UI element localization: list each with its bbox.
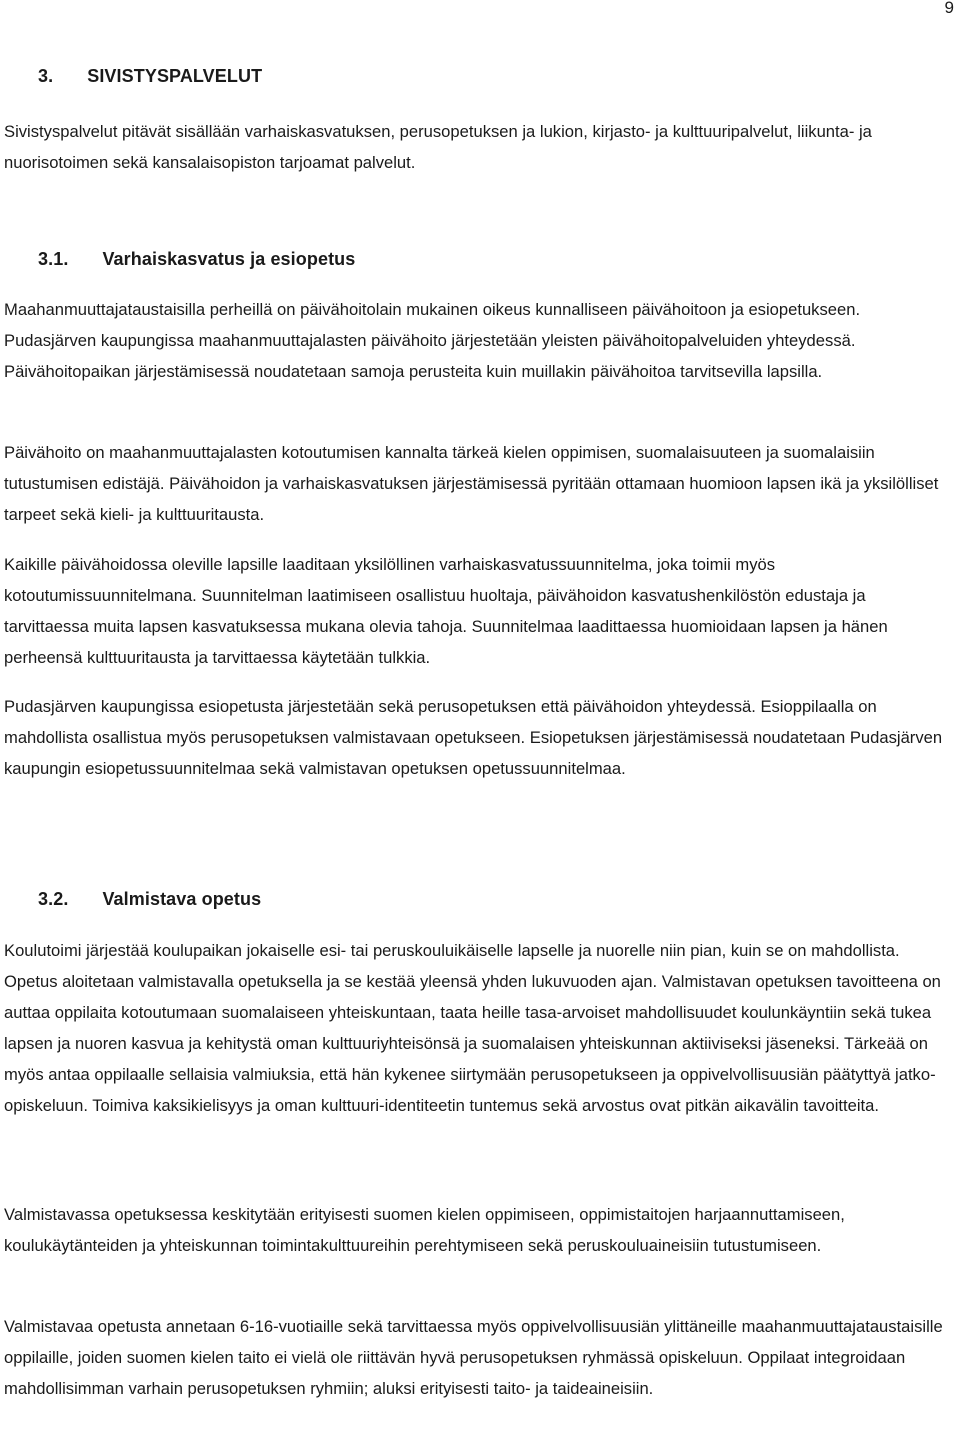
subsection-title: Valmistava opetus [102,889,262,909]
paragraph: Koulutoimi järjestää koulupaikan jokaiselle esi- tai peruskouluikäiselle lapselle ja nuorelle niin pian, kuin se on mahdollista. Opetus aloitetaan valmistavalla opetuksella ja se kestää yleensä yhden lukuvuoden ajan. Valmistavan opetuksen tavoitteena on auttaa oppilaita kotoutumaan suomalaiseen yhteiskuntaan, taata heille tasa-arvoiset mahdollisuudet koulunkäyntiin sekä tukea lapsen ja nuoren kasvua ja kehitystä oman kulttuuriyhteisönsä ja suomalaisen yhteiskunnan aktiiviseksi jäseneksi. Tärkeää on myös antaa oppilaalle sellaisia valmiuksia, että hän kykenee siirtymään perusopetukseen ja oppivelvollisuusiän päätyttyä jatko-opiskeluun. Toimiva kaksikielisyys ja oman kulttuuri-identiteetin tuntemus sekä arvostus ovat pitkän aikavälin tavoitteita. [4,941,941,1115]
paragraph: Pudasjärven kaupungissa esiopetusta järjestetään sekä perusopetuksen että päivähoidon yhteydessä. Esioppilaalla on mahdollista osallistua myös perusopetuksen valmistavaan opetukseen. Esiopetuksen järjestämisessä noudatetaan Pudasjärven kaupungin esiopetussuunnitelmaa sekä valmistavan opetuksen opetussuunnitelmaa. [4,697,943,778]
subsection-heading [38,889,261,910]
section-heading [38,66,262,87]
paragraph: Päivähoito on maahanmuuttajalasten kotoutumisen kannalta tärkeä kielen oppimisen, suomalaisuuteen ja suomalaisiin tutustumisen edistäjä. Päivähoidon ja varhaiskasvatuksen järjestämisessä pyritään ottamaan huomioon lapsen ikä ja yksilölliset tarpeet sekä kieli- ja kulttuuritausta. [4,443,939,524]
subsection-number: 3.1. [38,249,69,269]
paragraph: Kaikille päivähoidossa oleville lapsille laaditaan yksilöllinen varhaiskasvatussuunnitelma, joka toimii myös kotoutumissuunnitelmana. Suunnitelman laatimiseen osallistuu huoltaja, päivähoidon kasvatushenkilöstön edustaja ja tarvittaessa muita lapsen kasvatuksessa mukana olevia tahoja. Suunnitelmaa laadittaessa huomioidaan lapsen ja hänen perheensä kulttuuritausta ja tarvittaessa käytetään tulkkia. [4,555,888,667]
page-number: 9 [944,0,954,17]
section-intro-paragraph: Sivistyspalvelut pitävät sisällään varhaiskasvatuksen, perusopetuksen ja lukion, kirjasto- ja kulttuuripalvelut, liikunta- ja nuorisotoimen sekä kansalaisopiston tarjoamat palvelut. [4,122,872,172]
paragraph: Valmistavassa opetuksessa keskitytään erityisesti suomen kielen oppimiseen, oppimistaitojen harjaannuttamiseen, koulukäytänteiden ja yhteiskunnan toimintakulttuureihin perehtymiseen sekä peruskouluaineisiin tutustumiseen. [4,1205,845,1255]
section-title: SIVISTYSPALVELUT [87,66,263,86]
paragraph: Maahanmuuttajataustaisilla perheillä on päivähoitolain mukainen oikeus kunnalliseen päivähoitoon ja esiopetukseen. Pudasjärven kaupungissa maahanmuuttajalasten päivähoito järjestetään yleisten päivähoitopalveluiden yhteydessä. Päivähoitopaikan järjestämisessä noudatetaan samoja perusteita kuin muillakin päivähoitoa tarvitsevilla lapsilla. [4,300,861,381]
paragraph: Valmistavaa opetusta annetaan 6-16-vuotiaille sekä tarvittaessa myös oppivelvollisuusiän ylittäneille maahanmuuttajataustaisille oppilaille, joiden suomen kielen taito ei vielä ole riittävän hyvä perusopetuksen ryhmässä opiskeluun. Oppilaat integroidaan mahdollisimman varhain perusopetuksen ryhmiin; aluksi erityisesti taito- ja taideaineisiin. [4,1317,943,1398]
section-number: 3. [38,66,54,86]
subsection-number: 3.2. [38,889,69,909]
subsection-title: Varhaiskasvatus ja esiopetus [102,249,356,269]
subsection-heading [38,249,355,270]
